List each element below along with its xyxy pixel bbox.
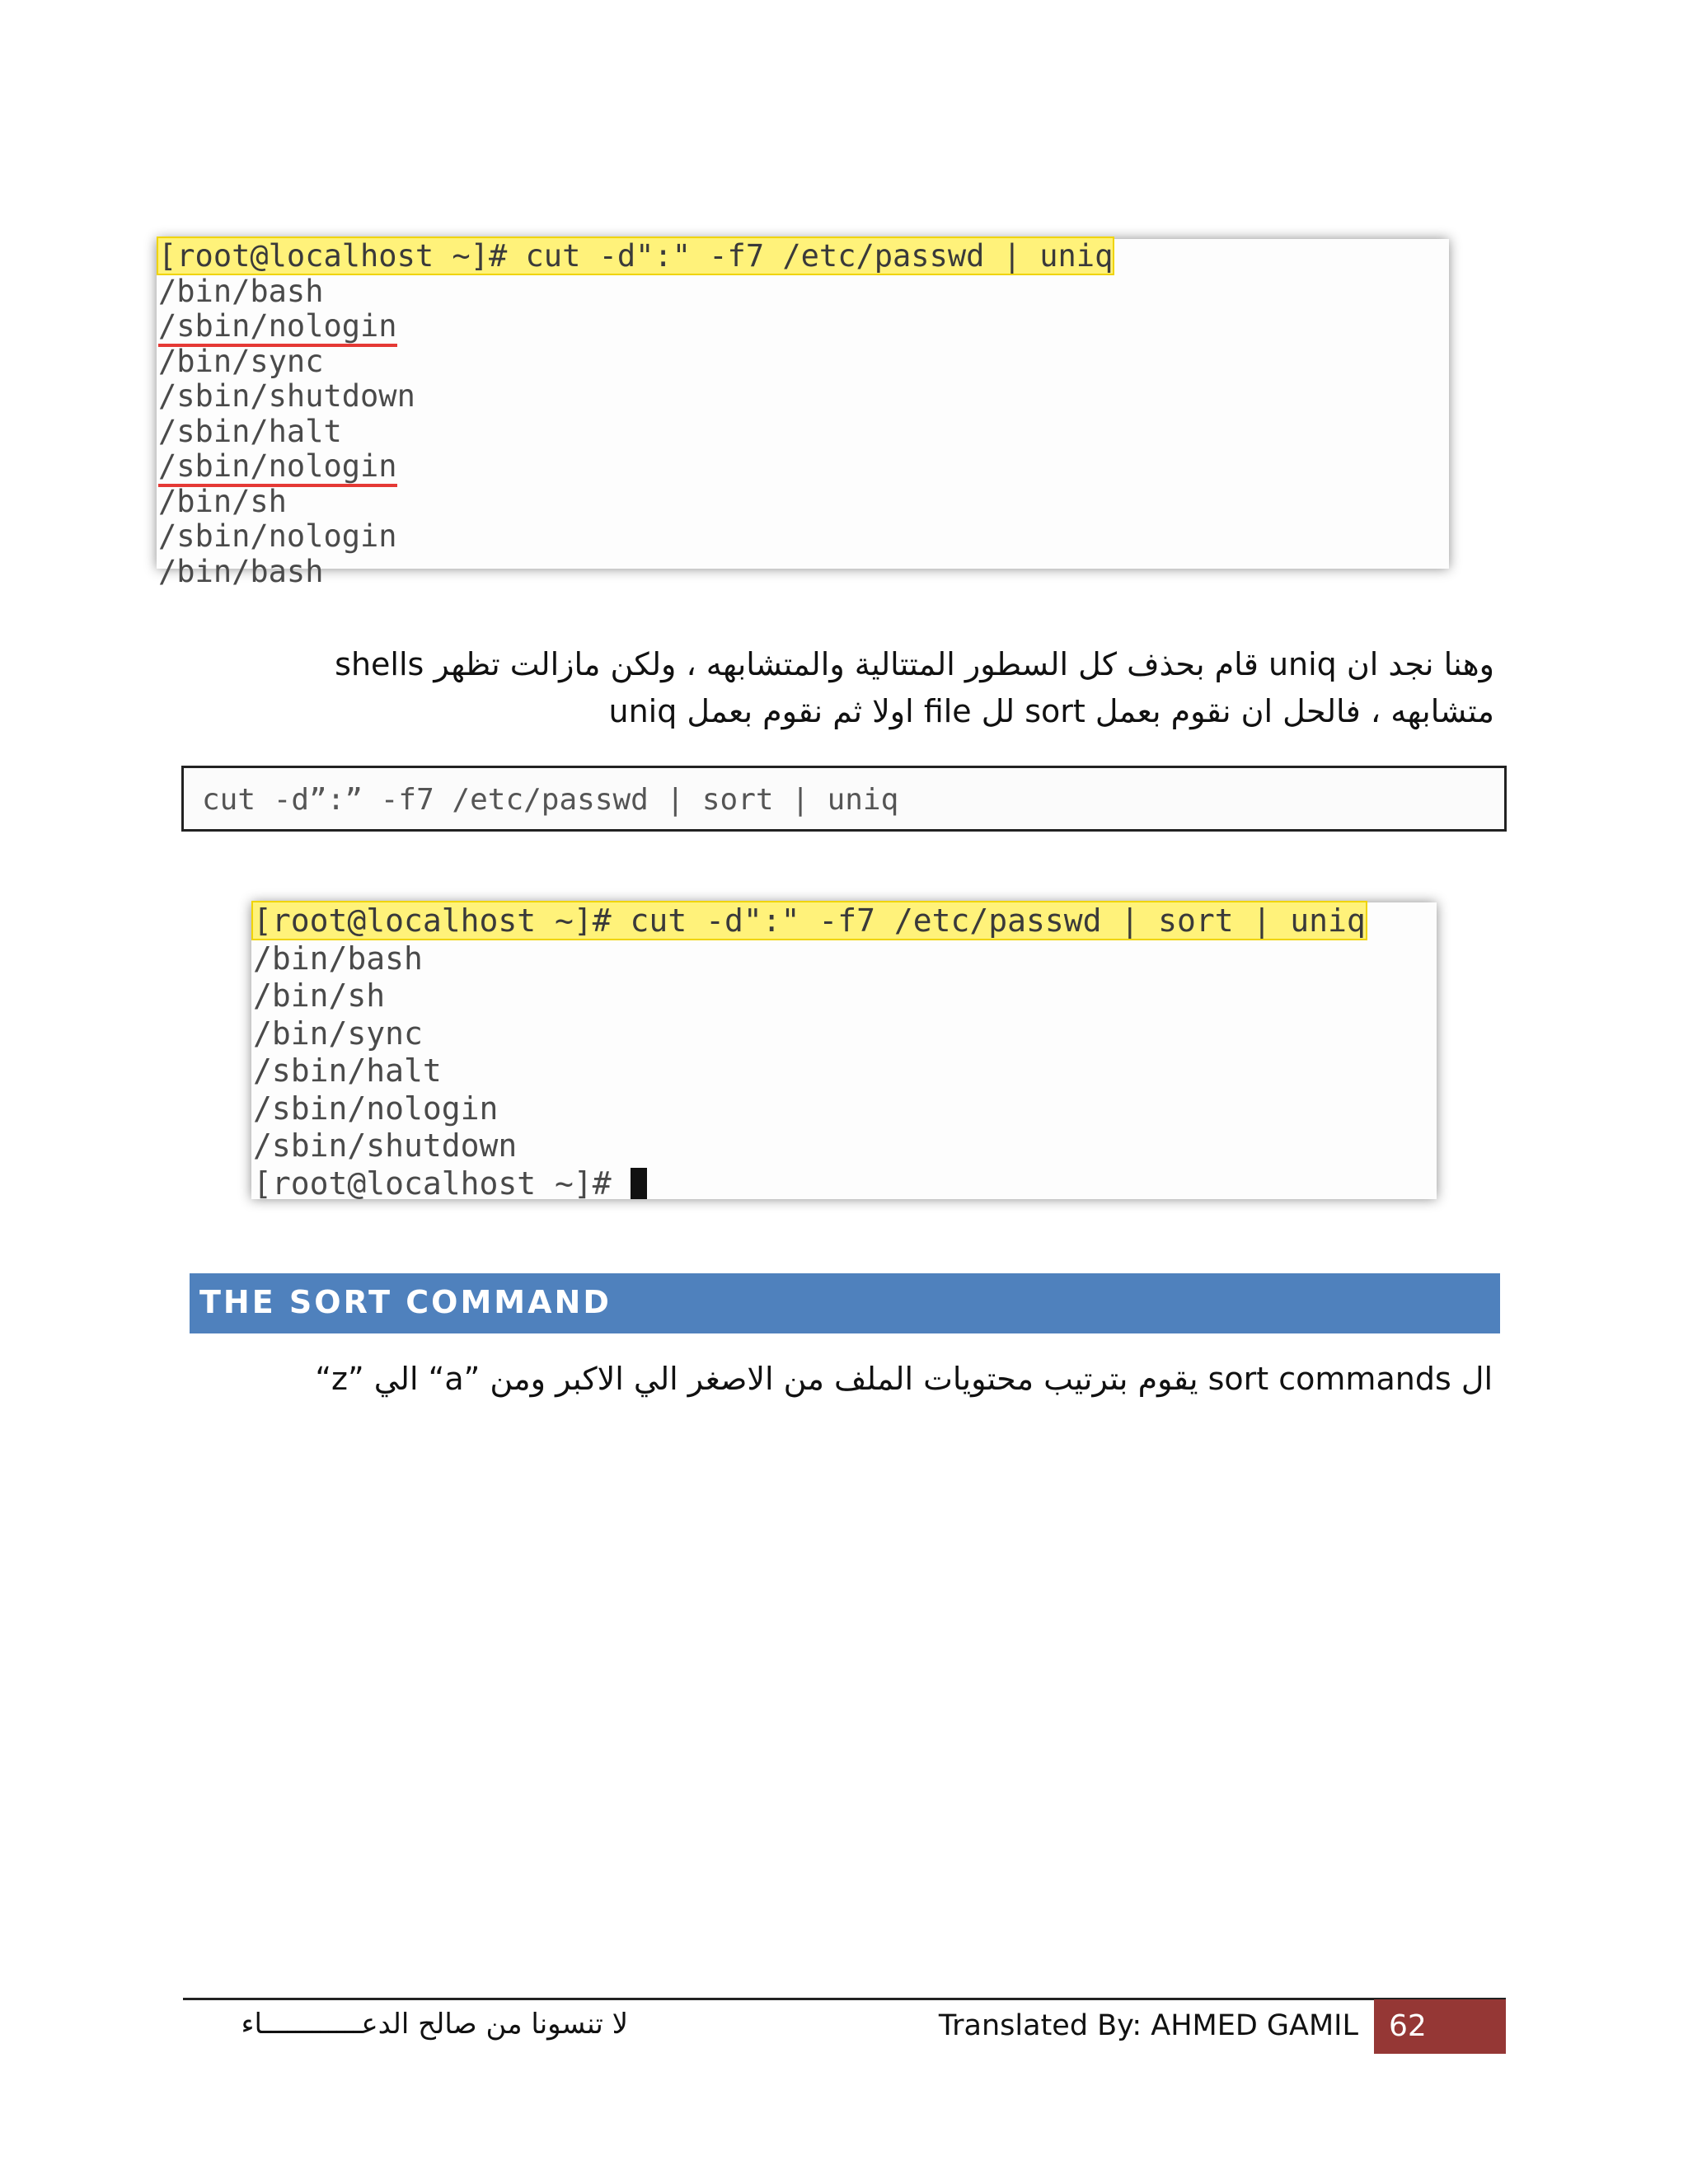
- section-heading-bar: [190, 1273, 1500, 1333]
- terminal-output-line: /sbin/halt: [253, 1052, 442, 1089]
- paragraph-line: ال sort commands يقوم بترتيب محتويات الملف من الاصغر الي الاكبر ومن ”a“ الي ”z“: [315, 1361, 1493, 1397]
- terminal-prompt-line: [253, 1165, 1437, 1203]
- terminal-output-line: /sbin/nologin: [253, 1090, 499, 1127]
- terminal-output-line: /sbin/halt: [158, 413, 342, 449]
- terminal-output-line: [158, 449, 1449, 485]
- terminal-output-line: /bin/sync: [158, 343, 324, 379]
- explanation-paragraph: [209, 641, 1494, 735]
- paragraph-line: متشابهه ، فالحل ان نقوم بعمل sort لل file اولا ثم نقوم بعمل uniq: [608, 693, 1494, 729]
- underlined-output: /sbin/nologin: [158, 308, 397, 347]
- terminal-prompt: [root@localhost ~]#: [253, 1165, 631, 1202]
- terminal-command-line: [253, 902, 1437, 940]
- highlighted-command: [root@localhost ~]# cut -d":" -f7 /etc/passwd | sort | uniq: [253, 902, 1366, 939]
- footer-translator: Translated By: AHMED GAMIL: [938, 2009, 1358, 2042]
- page-number-badge: [1374, 1999, 1506, 2054]
- sort-description-paragraph: [174, 1356, 1493, 1403]
- terminal-screenshot-uniq: [157, 238, 1449, 589]
- terminal-screenshot-sort-uniq: [251, 902, 1437, 1202]
- footer-divider: [183, 1998, 1506, 2000]
- terminal-output-line: /bin/sync: [253, 1015, 423, 1052]
- terminal-output-line: [158, 309, 1449, 344]
- code-snippet-box: [181, 766, 1507, 832]
- terminal-output-line: /bin/bash: [158, 273, 324, 309]
- footer-dedication: لا تنسونا من صالح الدعــــــــــــاء: [241, 2008, 628, 2041]
- terminal-output-line: /bin/sh: [158, 483, 287, 519]
- terminal-output-line: /sbin/shutdown: [253, 1127, 518, 1164]
- code-snippet: cut -d”:” -f7 /etc/passwd | sort | uniq: [202, 783, 899, 817]
- terminal-output-line: /sbin/shutdown: [158, 378, 415, 414]
- terminal-command-line: [158, 239, 1449, 274]
- section-title: THE SORT COMMAND: [199, 1284, 612, 1320]
- highlighted-command: [root@localhost ~]# cut -d":" -f7 /etc/passwd | uniq: [158, 238, 1114, 274]
- underlined-output: /sbin/nologin: [158, 448, 397, 487]
- terminal-output-line: /sbin/nologin: [158, 518, 397, 554]
- terminal-output-line: /bin/sh: [253, 977, 386, 1014]
- terminal-output-line: /bin/bash: [158, 553, 324, 589]
- page-number: 62: [1389, 2009, 1427, 2043]
- terminal-output-line: /bin/bash: [253, 940, 423, 977]
- paragraph-line: وهنا نجد ان uniq قام بحذف كل السطور المتتالية والمتشابهه ، ولكن مازالت تظهر shells: [335, 646, 1494, 682]
- cursor-block-icon: [631, 1168, 647, 1199]
